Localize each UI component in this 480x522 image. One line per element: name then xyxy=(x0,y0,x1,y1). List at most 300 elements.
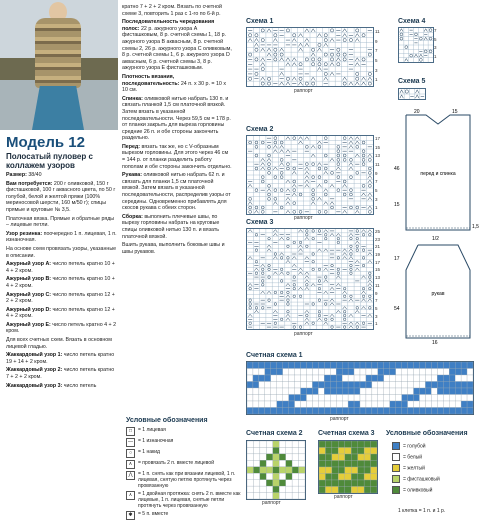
stitch-cell xyxy=(372,395,378,402)
yarn-over-symbol xyxy=(274,34,277,37)
decrease-symbol xyxy=(305,318,309,321)
stitch-cell xyxy=(419,362,425,369)
scheme-2-row-numbers xyxy=(375,135,385,213)
stitch-cell xyxy=(425,369,431,376)
stitch-cell xyxy=(443,369,449,376)
stitch-cell xyxy=(408,388,414,395)
stitch-cell xyxy=(338,461,344,468)
stitch-cell xyxy=(286,486,292,492)
yarn-over-symbol xyxy=(255,206,258,209)
stitch-cell xyxy=(286,454,292,460)
stitch-cell xyxy=(419,395,425,402)
decrease-symbol xyxy=(280,58,284,61)
stitch-cell xyxy=(295,362,301,369)
yarn-over-symbol xyxy=(324,210,327,213)
yarn-over-symbol xyxy=(337,163,340,166)
stitch-cell xyxy=(277,401,283,408)
stitch-cell xyxy=(378,362,384,369)
stitch-cell xyxy=(354,388,360,395)
stitch-cell xyxy=(283,395,289,402)
stitch-cell xyxy=(273,460,279,466)
stitch-cell xyxy=(265,382,271,389)
stitch-cell xyxy=(431,388,437,395)
yarn-over-symbol xyxy=(280,206,283,209)
stitch-cell xyxy=(318,369,324,376)
yarn-over-symbol xyxy=(280,291,283,294)
decrease-symbol xyxy=(349,145,353,148)
stitch-cell xyxy=(351,474,357,481)
decrease-symbol xyxy=(292,38,296,41)
stitch-cell xyxy=(259,401,265,408)
decrease-symbol xyxy=(261,58,265,61)
stitch-cell xyxy=(273,480,279,486)
decrease-symbol xyxy=(305,180,309,183)
yarn-over-symbol xyxy=(362,154,365,157)
stitch-cell xyxy=(396,388,402,395)
decrease-symbol xyxy=(292,77,296,80)
stitch-cell xyxy=(295,388,301,395)
decrease-symbol xyxy=(330,314,334,317)
decrease-symbol xyxy=(248,283,252,286)
stitch-cell xyxy=(318,408,324,415)
row-number: 7 xyxy=(434,28,437,33)
yarn-over-symbol xyxy=(324,53,327,56)
decrease-symbol xyxy=(254,43,258,46)
decrease-symbol xyxy=(273,38,277,41)
yarn-over-symbol xyxy=(343,82,346,85)
stitch-cell xyxy=(414,408,420,415)
yarn-over-symbol xyxy=(261,67,264,70)
stitch-cell xyxy=(271,388,277,395)
decrease-symbol xyxy=(305,237,309,240)
decrease-symbol xyxy=(292,193,296,196)
stitch-cell xyxy=(253,480,259,486)
decrease-symbol xyxy=(336,310,340,313)
row-number: 17 xyxy=(375,259,381,265)
stitch-cell xyxy=(330,369,336,376)
yarn-over-symbol xyxy=(312,193,315,196)
decrease-symbol xyxy=(368,230,372,233)
decrease-symbol xyxy=(355,63,359,66)
stitch-cell xyxy=(345,448,351,455)
yarn-over-symbol xyxy=(324,63,327,66)
decrease-symbol xyxy=(330,38,334,41)
stitch-cell xyxy=(324,375,330,382)
stitch-cell xyxy=(461,408,467,415)
paragraph: Вшить рукава, выполнить боковые швы и швы рукавов. xyxy=(122,242,225,255)
decrease-symbol xyxy=(311,145,315,148)
yarn-over-symbol xyxy=(324,237,327,240)
stitch-cell xyxy=(330,382,336,389)
chart-3-rapport: раппорт xyxy=(334,494,353,500)
stitch-cell xyxy=(402,375,408,382)
stitch-cell xyxy=(277,388,283,395)
stitch-cell xyxy=(292,473,298,479)
decrease-symbol xyxy=(355,38,359,41)
paragraph: Жаккардовый узор 3: число петель xyxy=(6,382,97,389)
decrease-symbol xyxy=(298,141,302,144)
decrease-symbol xyxy=(324,230,328,233)
decrease-symbol xyxy=(298,268,302,271)
stitch-cell xyxy=(325,487,331,494)
dim-7: 1,5 xyxy=(472,224,479,230)
row-number: 11 xyxy=(375,282,380,288)
decrease-symbol xyxy=(298,82,302,85)
decrease-symbol xyxy=(273,257,277,260)
stitch-cell xyxy=(449,362,455,369)
stitch-cell xyxy=(336,382,342,389)
stitch-cell xyxy=(318,382,324,389)
yarn-over-symbol xyxy=(350,295,353,298)
yarn-over-symbol xyxy=(249,287,252,290)
yarn-over-symbol xyxy=(419,58,422,61)
stitch-cell xyxy=(358,487,364,494)
stitch-cell xyxy=(443,382,449,389)
stitch-cell xyxy=(247,369,253,376)
stitch-cell xyxy=(431,395,437,402)
stitch-cell xyxy=(366,362,372,369)
decrease-symbol xyxy=(267,29,271,32)
yarn-over-symbol xyxy=(274,253,277,256)
yarn-over-symbol xyxy=(261,180,264,183)
stitch-cell xyxy=(384,369,390,376)
stitch-cell xyxy=(253,486,259,492)
decrease-symbol xyxy=(330,299,334,302)
yarn-over-symbol xyxy=(312,237,315,240)
yarn-over-symbol xyxy=(318,310,321,313)
decrease-symbol xyxy=(336,58,340,61)
stitch-cell xyxy=(431,408,437,415)
yarn-over-symbol xyxy=(306,233,309,236)
stitch-cell xyxy=(273,454,279,460)
stitch-cell xyxy=(312,382,318,389)
stitch-cell xyxy=(332,480,338,487)
yarn-over-symbol xyxy=(249,34,252,37)
scheme-3-row-numbers xyxy=(375,228,385,328)
stitch-cell xyxy=(332,448,338,455)
paragraph: кратно 7 + 2 + 2 кром. Вязать по счетной схеме 3, повторить 1 раз с 1-го по 6-й р. xyxy=(122,4,222,17)
yarn-over-symbol xyxy=(324,180,327,183)
yarn-over-symbol xyxy=(350,245,353,248)
stitch-cell xyxy=(372,382,378,389)
stitch-cell xyxy=(371,448,377,455)
dim-3: 46 xyxy=(394,166,400,172)
chart-3-grid xyxy=(318,440,378,494)
stitch-cell xyxy=(277,382,283,389)
stitch-cell xyxy=(279,486,285,492)
yarn-over-symbol xyxy=(274,58,277,61)
legend-color-item: = желтый xyxy=(392,464,476,472)
stitch-cell xyxy=(408,408,414,415)
stitch-cell xyxy=(319,448,325,455)
decrease-symbol xyxy=(368,253,372,256)
yarn-over-symbol xyxy=(410,54,413,57)
decrease-symbol xyxy=(361,276,365,279)
stitch-cell xyxy=(366,408,372,415)
stitch-cell xyxy=(260,473,266,479)
yarn-over-symbol xyxy=(261,268,264,271)
stitch-cell xyxy=(364,487,370,494)
decrease-symbol xyxy=(405,58,408,61)
stitch-cell xyxy=(247,401,253,408)
stitch-cell xyxy=(384,388,390,395)
yarn-over-symbol xyxy=(343,326,346,329)
yarn-over-symbol xyxy=(268,264,271,267)
yarn-over-symbol xyxy=(318,230,321,233)
paragraph: Ажурный узор D: число петель кратно 12 + 4 + 2 кром. xyxy=(6,306,115,320)
stitch-cell xyxy=(390,375,396,382)
yarn-over-symbol xyxy=(293,180,296,183)
decrease-symbol xyxy=(343,291,347,294)
yarn-over-symbol xyxy=(356,77,359,80)
decrease-symbol xyxy=(280,72,284,75)
stitch-cell xyxy=(467,388,473,395)
row-number: 17 xyxy=(375,136,381,141)
stitch-cell xyxy=(289,362,295,369)
decrease-symbol xyxy=(336,283,340,286)
decrease-symbol xyxy=(419,54,422,57)
stitch-cell xyxy=(292,467,298,473)
yarn-over-symbol xyxy=(343,137,346,140)
stitch-cell xyxy=(253,454,259,460)
yarn-over-symbol xyxy=(362,257,365,260)
stitch-cell xyxy=(330,362,336,369)
stitch-cell xyxy=(301,362,307,369)
stitch-cell xyxy=(330,388,336,395)
decrease-symbol xyxy=(280,48,284,51)
decrease-symbol xyxy=(305,176,309,179)
row-number: 9 xyxy=(375,170,378,176)
stitch-cell xyxy=(371,474,377,481)
row-number: 9 xyxy=(375,38,378,44)
stitch-cell xyxy=(336,408,342,415)
stitch-cell xyxy=(372,388,378,395)
row-number: 3 xyxy=(375,313,378,319)
yarn-over-symbol xyxy=(268,276,271,279)
decrease-symbol xyxy=(261,167,265,170)
stitch-cell xyxy=(437,369,443,376)
yarn-over-symbol xyxy=(287,257,290,260)
stitch-cell xyxy=(390,395,396,402)
decrease-symbol xyxy=(305,43,309,46)
decrease-symbol xyxy=(273,145,277,148)
decrease-symbol xyxy=(317,249,321,252)
stitch-cell xyxy=(324,395,330,402)
yarn-over-symbol xyxy=(280,189,283,192)
decrease-symbol xyxy=(330,303,334,306)
yarn-over-symbol xyxy=(312,48,315,51)
stitch-symbol-icon: ∧ xyxy=(126,460,135,469)
stitch-cell xyxy=(419,382,425,389)
decrease-symbol xyxy=(355,34,359,37)
stitch-cell xyxy=(273,473,279,479)
yarn-over-symbol xyxy=(337,63,340,66)
chart-1-grid xyxy=(246,361,474,415)
yarn-over-symbol xyxy=(287,310,290,313)
stitch-cell xyxy=(277,375,283,382)
decrease-symbol xyxy=(424,29,427,32)
model-title: Модель 12 xyxy=(6,134,85,151)
yarn-over-symbol xyxy=(299,63,302,66)
paragraph: Жаккардовый узор 2: число петель кратно 7 + 2 + 2 кром. xyxy=(6,367,115,381)
decrease-symbol xyxy=(368,260,372,263)
legend-colors-footnote: 1 клетка = 1 п. и 1 р. xyxy=(398,508,446,514)
stitch-cell xyxy=(467,382,473,389)
stitch-cell xyxy=(455,408,461,415)
stitch-cell xyxy=(325,454,331,461)
yarn-over-symbol xyxy=(318,176,321,179)
yarn-over-symbol xyxy=(287,299,290,302)
yarn-over-symbol xyxy=(350,206,353,209)
stitch-cell xyxy=(449,408,455,415)
stitch-cell xyxy=(306,401,312,408)
decrease-symbol xyxy=(355,210,359,213)
stitch-symbol-icon: — xyxy=(128,439,133,445)
yarn-over-symbol xyxy=(343,295,346,298)
stitch-cell xyxy=(336,362,342,369)
stitch-cell xyxy=(425,395,431,402)
stitch-cell xyxy=(345,454,351,461)
dim-5: 17 xyxy=(394,256,400,262)
decrease-symbol xyxy=(361,82,365,85)
decrease-symbol xyxy=(305,137,309,140)
row-number: 7 xyxy=(375,179,378,185)
yarn-over-symbol xyxy=(299,210,302,213)
stitch-cell xyxy=(437,375,443,382)
stitch-cell xyxy=(437,408,443,415)
decrease-symbol xyxy=(292,264,296,267)
stitch-cell xyxy=(360,382,366,389)
yarn-over-symbol xyxy=(268,193,271,196)
stitch-cell xyxy=(306,375,312,382)
stitch-cell xyxy=(449,395,455,402)
yarn-over-symbol xyxy=(318,145,321,148)
decrease-symbol xyxy=(273,230,277,233)
yarn-over-symbol xyxy=(299,326,302,329)
paragraph: Рукава: оливковой нитью набрать 62 п. и связать для планки 1,5 см платочной вязкой. Затем вязать в указанной последовательности, распределив узоры от середины. Одновременно прибавлять для скосов рукава с обеих сторон. xyxy=(122,172,231,212)
stitch-cell xyxy=(425,375,431,382)
instructions-column-1 xyxy=(6,172,118,516)
color-swatch xyxy=(392,486,400,494)
stitch-cell xyxy=(384,395,390,402)
decrease-symbol xyxy=(248,257,252,260)
decrease-symbol xyxy=(311,283,315,286)
stitch-cell xyxy=(364,454,370,461)
dim-4: 15 xyxy=(394,202,400,208)
decrease-symbol xyxy=(286,150,290,153)
row-number: 15 xyxy=(375,144,381,150)
stitch-cell xyxy=(259,369,265,376)
yarn-over-symbol xyxy=(324,167,327,170)
sleeve-label: рукав xyxy=(431,291,445,297)
stitch-cell xyxy=(260,480,266,486)
stitch-cell xyxy=(384,375,390,382)
stitch-cell xyxy=(292,493,298,499)
stitch-cell xyxy=(259,395,265,402)
decrease-symbol xyxy=(400,29,403,32)
yarn-over-symbol xyxy=(249,197,252,200)
paragraph: Последовательность чередования полос: 22 р. ажурного узора A фисташковым, 8 р. счетной схемы 1, 18 р. ажурного узора B аквасным, 8 р. счетной схемы 2, 26 р. ажурного узора C оливковым, 8 р. счетной схемы 1, 6 р. ажурного узора D аквасным, 6 р. счетной схемы 3, 8 р. ажурного узора E фисташковым. xyxy=(122,19,232,72)
decrease-symbol xyxy=(267,249,271,252)
stitch-cell xyxy=(378,382,384,389)
stitch-cell xyxy=(247,395,253,402)
yarn-over-symbol xyxy=(268,163,271,166)
decrease-symbol xyxy=(305,257,309,260)
decrease-symbol xyxy=(368,197,372,200)
decrease-symbol xyxy=(305,276,309,279)
stitch-cell xyxy=(351,487,357,494)
stitch-cell xyxy=(408,401,414,408)
stitch-cell xyxy=(342,375,348,382)
decrease-symbol xyxy=(305,167,309,170)
stitch-cell xyxy=(338,467,344,474)
yarn-over-symbol xyxy=(343,193,346,196)
stitch-cell xyxy=(402,382,408,389)
yarn-over-symbol xyxy=(293,137,296,140)
yarn-over-symbol xyxy=(356,230,359,233)
stitch-cell xyxy=(266,454,272,460)
stitch-cell xyxy=(301,382,307,389)
decrease-symbol xyxy=(349,326,353,329)
decrease-symbol xyxy=(261,163,265,166)
yarn-over-symbol xyxy=(350,193,353,196)
stitch-cell xyxy=(449,401,455,408)
chart-1-title: Счетная схема 1 xyxy=(246,352,303,359)
stitch-symbol-icon: ✱ xyxy=(126,511,135,520)
yarn-over-symbol xyxy=(312,268,315,271)
decrease-symbol xyxy=(343,210,347,213)
stitch-cell xyxy=(247,362,253,369)
stitch-cell xyxy=(371,480,377,487)
stitch-cell xyxy=(312,388,318,395)
stitch-cell xyxy=(358,467,364,474)
yarn-over-symbol xyxy=(330,53,333,56)
yarn-over-symbol xyxy=(274,53,277,56)
legend-color-item: = голубой xyxy=(392,442,476,450)
yarn-over-symbol xyxy=(337,257,340,260)
yarn-over-symbol xyxy=(337,272,340,275)
yarn-over-symbol xyxy=(343,310,346,313)
decrease-symbol xyxy=(355,268,359,271)
yarn-over-symbol xyxy=(286,77,289,80)
decrease-symbol xyxy=(273,150,277,153)
decrease-symbol xyxy=(286,314,290,317)
legend-symbol-item: ○ = 1 накид xyxy=(126,449,242,458)
stitch-cell xyxy=(467,408,473,415)
stitch-cell xyxy=(443,362,449,369)
stitch-cell xyxy=(292,454,298,460)
paragraph: Платочная вязка. Прямые и обратные ряды – лицевые петли. xyxy=(6,215,115,229)
yarn-over-symbol xyxy=(324,233,327,236)
stitch-cell xyxy=(259,408,265,415)
yarn-over-symbol xyxy=(261,141,264,144)
legend-colors xyxy=(392,442,476,497)
yarn-over-symbol xyxy=(306,283,309,286)
decrease-symbol xyxy=(349,257,353,260)
stitch-cell xyxy=(364,480,370,487)
stitch-cell xyxy=(279,441,285,447)
yarn-over-symbol xyxy=(268,167,271,170)
stitch-cell xyxy=(414,369,420,376)
yarn-over-symbol xyxy=(356,29,359,32)
yarn-over-symbol xyxy=(362,322,365,325)
decrease-symbol xyxy=(343,249,347,252)
yarn-over-symbol xyxy=(287,163,290,166)
decrease-symbol xyxy=(261,48,265,51)
paragraph: Ажурный узор B: число петель кратно 10 + 4 + 2 кром. xyxy=(6,276,115,289)
decrease-symbol xyxy=(305,322,309,325)
stitch-cell xyxy=(351,441,357,448)
